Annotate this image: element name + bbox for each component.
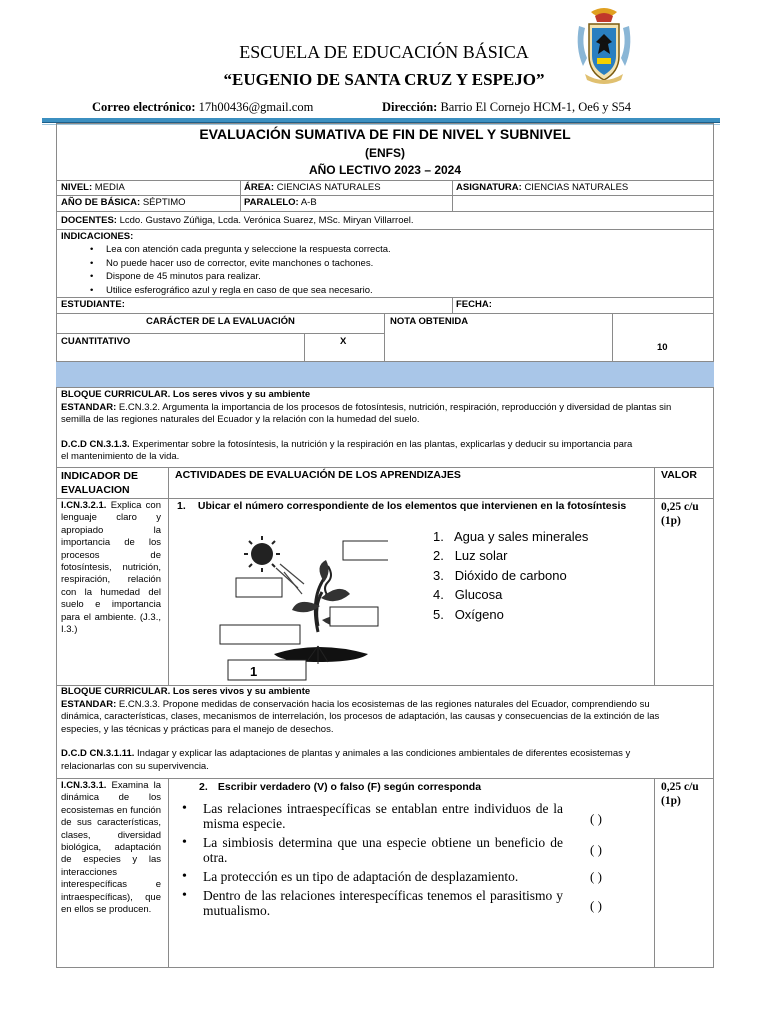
exam-year: AÑO LECTIVO 2023 – 2024 [308, 163, 462, 177]
indicador-2: I.CN.3.3.1. Examina la dinámica de los ecosistemas en función de sus características, clases, diversidad biológica, adaptación de especies y las interacciones interespecíficas e intraespecíficas), que en ellos se producen. [61, 780, 161, 916]
nivel-field: NIVEL: MEDIA [61, 182, 125, 193]
block2-dcd-cont: relacionarlas con su supervivencia. [61, 760, 209, 772]
example-answer: 1 [250, 664, 258, 679]
plant-stem [315, 576, 326, 632]
block1-estandar-cont: semilla de las regiones naturales del Ecuador y la relación con la humedad del suelo. [61, 414, 420, 425]
list-item: • Lea con atención cada pregunta y seleccione la respuesta correcta. [82, 243, 391, 257]
valor-1: 0,25 c/u (1p) [661, 501, 699, 527]
block2-curriculum [61, 686, 709, 773]
answer-blank[interactable]: ( ) [590, 869, 602, 884]
address-value: Barrio El Cornejo HCM-1, Oe6 y S54 [440, 100, 632, 114]
docentes-field: DOCENTES: Lcdo. Gustavo Zúñiga, Lcda. Verónica Suarez, MSc. Miryan Villarroel. [61, 215, 414, 226]
block2-estandar-cont: especies, y las técnicas y prácticas para el manejo de desechos. [61, 723, 334, 735]
question-1: 1. Ubicar el número correspondiente de los elementos que intervienen en la fotosíntesis [177, 500, 627, 512]
valor-2: 0,25 c/u (1p) [661, 781, 699, 807]
list-item: • No puede hacer uso de corrector, evite manchones o tachones. [82, 257, 391, 271]
school-name-line1: ESCUELA DE EDUCACIÓN BÁSICA [239, 42, 529, 62]
grid-line [56, 778, 714, 779]
list-item: • La simbiosis determina que una especie obtiene un beneficio de otra. [178, 835, 563, 865]
col-actividades: ACTIVIDADES DE EVALUACIÓN DE LOS APRENDIZAJES [175, 469, 461, 481]
list-item: • Las relaciones intraespecíficas se entablan entre individuos de la misma especie. [178, 801, 563, 831]
options-list [433, 527, 588, 624]
grid-line [654, 778, 655, 968]
answer-blank[interactable]: ( ) [590, 842, 602, 857]
grid-line [56, 297, 714, 298]
grid-line [168, 467, 169, 685]
nota-max: 10 [657, 342, 668, 353]
contact-line [92, 100, 313, 115]
address-line [382, 100, 631, 115]
answer-blank[interactable]: ( ) [590, 898, 602, 913]
indicador-1: I.CN.3.2.1. Explica con lenguaje claro y apropiado la importancia de los procesos de fotosíntesis, nutrición, respiración, relación con la humedad del suelo e importancia para el ambiente. (J.3., I.3.) [61, 500, 161, 636]
block1-dcd-cont: el mantenimiento de la vida. [61, 451, 180, 462]
block2-dcd: D.C.D CN.3.1.11. Indagar y explicar las adaptaciones de plantas y animales a las condiciones ambientales de diferentes ecosistemas y [61, 748, 631, 759]
block2-bloque: BLOQUE CURRICULAR. Los seres vivos y su ambiente [61, 686, 311, 697]
block2-estandar-cont: dinámica, características, clases, mecanismos de interrelación, los procesos de adaptación, las causas y consecuencias de la extinción de las [61, 711, 660, 722]
answer-blank[interactable]: ( ) [590, 811, 602, 826]
list-item: 5. Oxígeno [433, 606, 504, 622]
list-item: • Utilice esferográfico azul y regla en caso de que sea necesario. [82, 284, 391, 298]
caracter-label: CARÁCTER DE LA EVALUACIÓN [146, 316, 295, 327]
list-item: 2. Luz solar [433, 548, 508, 564]
exam-subtitle: (ENFS) [365, 146, 405, 160]
photosynthesis-diagram [218, 536, 388, 682]
school-name-line2: “EUGENIO DE SANTA CRUZ Y ESPEJO” [223, 70, 545, 89]
block1-estandar: ESTANDAR: E.CN.3.2. Argumenta la importancia de los procesos de fotosíntesis, nutrición, respiración, reproducción y diversidad de plantas sin [61, 401, 672, 413]
grid-line [168, 778, 169, 968]
nota-label: NOTA OBTENIDA [390, 316, 469, 327]
grid-line [384, 313, 385, 361]
grid-line [56, 467, 714, 468]
grid-line [56, 333, 384, 334]
list-item: • Dentro de las relaciones interespecíficas tenemos el parasitismo y mutualismo. [178, 888, 563, 918]
col-valor: VALOR [661, 469, 697, 481]
block1-curriculum [61, 389, 709, 464]
grid-line [56, 180, 714, 181]
list-item: 1. Agua y sales minerales [433, 529, 589, 544]
true-false-list [178, 801, 563, 922]
list-item: 3. Dióxido de carbono [433, 567, 567, 583]
area-field: ÁREA: CIENCIAS NATURALES [244, 182, 381, 193]
list-item: 4. Glucosa [433, 587, 503, 603]
grid-line [304, 333, 305, 361]
exam-title: EVALUACIÓN SUMATIVA DE FIN DE NIVEL Y SUBNIVEL [199, 126, 571, 142]
grid-line [56, 387, 714, 388]
grid-line [452, 180, 453, 211]
address-label: Dirección: [382, 100, 438, 114]
fecha-label: FECHA: [456, 299, 492, 310]
grid-line [452, 297, 453, 313]
grid-line [56, 211, 714, 212]
sun-icon [244, 536, 280, 572]
asignatura-field: ASIGNATURA: CIENCIAS NATURALES [456, 182, 629, 193]
list-item: • Dispone de 45 minutos para realizar. [82, 270, 391, 284]
grid-line [612, 313, 613, 361]
grid-line [56, 313, 714, 314]
cuantitativo-mark: X [340, 336, 347, 347]
anio-field: AÑO DE BÁSICA: SÉPTIMO [61, 197, 186, 208]
block1-dcd: D.C.D CN.3.1.3. Experimentar sobre la fotosíntesis, la nutrición y la respiración en las plantas, explicarlas y deducir su importancia para [61, 438, 633, 450]
block1-bloque: BLOQUE CURRICULAR. Los seres vivos y su ambiente [61, 389, 311, 400]
cuantitativo-label: CUANTITATIVO [61, 336, 131, 347]
email-label: Correo electrónico: [92, 100, 196, 114]
grid-line [654, 467, 655, 685]
list-item: • La protección es un tipo de adaptación de desplazamiento. [178, 869, 563, 884]
school-crest-logo [575, 8, 633, 88]
indicaciones-label: INDICACIONES: [61, 231, 134, 242]
paralelo-field: PARALELO: A-B [244, 197, 317, 208]
email-value: 17h00436@gmail.com [198, 100, 314, 114]
estudiante-label: ESTUDIANTE: [61, 299, 125, 310]
section-separator [56, 362, 714, 387]
question-2: 2. Escribir verdadero (V) o falso (F) según corresponda [199, 781, 482, 793]
leaf [319, 560, 328, 582]
grid-line [56, 229, 714, 230]
grid-line [240, 180, 241, 211]
indicaciones-list [82, 243, 391, 297]
block2-estandar: ESTANDAR: E.CN.3.3. Propone medidas de conservación hacia los ecosistemas de las regiones naturales del Ecuador, comprendiendo su [61, 698, 650, 710]
grid-line [56, 195, 714, 196]
col-indicador: INDICADOR DE EVALUACION [61, 470, 139, 496]
